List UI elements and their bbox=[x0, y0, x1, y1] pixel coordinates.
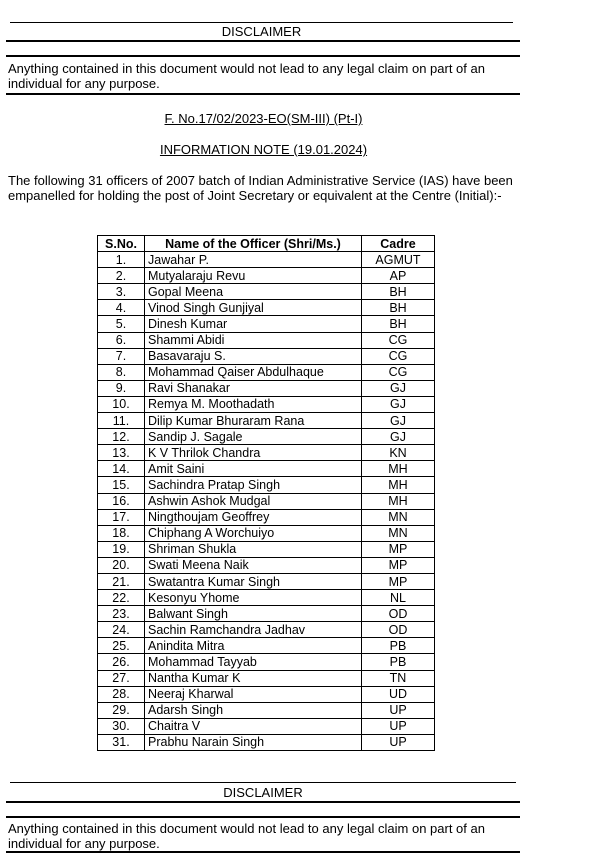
cell-cadre: MH bbox=[362, 461, 435, 477]
cell-name: Vinod Singh Gunjiyal bbox=[145, 300, 362, 316]
header-cadre: Cadre bbox=[362, 236, 435, 252]
cell-sno: 24. bbox=[98, 622, 145, 638]
cell-name: Ashwin Ashok Mudgal bbox=[145, 493, 362, 509]
cell-sno: 7. bbox=[98, 348, 145, 364]
cell-cadre: OD bbox=[362, 606, 435, 622]
cell-cadre: BH bbox=[362, 300, 435, 316]
table-row bbox=[98, 573, 435, 589]
cell-name: Gopal Meena bbox=[145, 284, 362, 300]
disclaimer-heading-bottom: DISCLAIMER bbox=[223, 785, 303, 800]
cell-cadre: AP bbox=[362, 268, 435, 284]
cell-cadre: GJ bbox=[362, 380, 435, 396]
cell-cadre: MN bbox=[362, 525, 435, 541]
cell-sno: 15. bbox=[98, 477, 145, 493]
cell-sno: 10. bbox=[98, 396, 145, 412]
cell-cadre: UP bbox=[362, 718, 435, 734]
cell-sno: 25. bbox=[98, 638, 145, 654]
cell-cadre: NL bbox=[362, 590, 435, 606]
table-row bbox=[98, 396, 435, 412]
cell-cadre: UD bbox=[362, 686, 435, 702]
cell-sno: 30. bbox=[98, 718, 145, 734]
cell-cadre: UP bbox=[362, 734, 435, 750]
cell-name: Shriman Shukla bbox=[145, 541, 362, 557]
table-row bbox=[98, 300, 435, 316]
cell-cadre: CG bbox=[362, 348, 435, 364]
cell-name: Amit Saini bbox=[145, 461, 362, 477]
cell-sno: 23. bbox=[98, 606, 145, 622]
cell-name: K V Thrilok Chandra bbox=[145, 445, 362, 461]
cell-name: Mohammad Tayyab bbox=[145, 654, 362, 670]
cell-cadre: AGMUT bbox=[362, 252, 435, 268]
cell-sno: 11. bbox=[98, 413, 145, 429]
header-name: Name of the Officer (Shri/Ms.) bbox=[145, 236, 362, 252]
table-row bbox=[98, 606, 435, 622]
cell-name: Ravi Shanakar bbox=[145, 380, 362, 396]
table-row bbox=[98, 364, 435, 380]
cell-name: Ningthoujam Geoffrey bbox=[145, 509, 362, 525]
information-note-title: INFORMATION NOTE (19.01.2024) bbox=[159, 142, 368, 157]
cell-sno: 20. bbox=[98, 557, 145, 573]
cell-cadre: GJ bbox=[362, 396, 435, 412]
divider bbox=[6, 93, 520, 95]
divider bbox=[6, 816, 520, 818]
cell-cadre: BH bbox=[362, 316, 435, 332]
table-row bbox=[98, 590, 435, 606]
disclaimer-text-top: Anything contained in this document would not lead to any legal claim on part of an individual for any purpose. bbox=[8, 61, 485, 91]
cell-sno: 8. bbox=[98, 364, 145, 380]
table-row bbox=[98, 429, 435, 445]
cell-cadre: UP bbox=[362, 702, 435, 718]
cell-sno: 4. bbox=[98, 300, 145, 316]
cell-sno: 3. bbox=[98, 284, 145, 300]
cell-cadre: TN bbox=[362, 670, 435, 686]
table-row bbox=[98, 413, 435, 429]
disclaimer-text-bottom: Anything contained in this document would not lead to any legal claim on part of an individual for any purpose. bbox=[8, 821, 485, 851]
cell-cadre: MP bbox=[362, 573, 435, 589]
cell-name: Nantha Kumar K bbox=[145, 670, 362, 686]
cell-name: Sandip J. Sagale bbox=[145, 429, 362, 445]
cell-name: Mohammad Qaiser Abdulhaque bbox=[145, 364, 362, 380]
cell-sno: 22. bbox=[98, 590, 145, 606]
cell-sno: 29. bbox=[98, 702, 145, 718]
cell-name: Shammi Abidi bbox=[145, 332, 362, 348]
divider bbox=[6, 40, 520, 42]
cell-name: Prabhu Narain Singh bbox=[145, 734, 362, 750]
divider bbox=[6, 851, 520, 853]
cell-name: Sachindra Pratap Singh bbox=[145, 477, 362, 493]
cell-name: Anindita Mitra bbox=[145, 638, 362, 654]
cell-sno: 17. bbox=[98, 509, 145, 525]
cell-name: Mutyalaraju Revu bbox=[145, 268, 362, 284]
divider bbox=[10, 782, 516, 783]
file-number: F. No.17/02/2023-EO(SM-III) (Pt-I) bbox=[164, 111, 363, 126]
cell-sno: 9. bbox=[98, 380, 145, 396]
cell-name: Dinesh Kumar bbox=[145, 316, 362, 332]
table-row bbox=[98, 638, 435, 654]
table-row bbox=[98, 702, 435, 718]
table-row bbox=[98, 348, 435, 364]
cell-cadre: GJ bbox=[362, 413, 435, 429]
table-row bbox=[98, 380, 435, 396]
cell-sno: 5. bbox=[98, 316, 145, 332]
divider bbox=[6, 801, 520, 803]
cell-sno: 26. bbox=[98, 654, 145, 670]
table-header-row bbox=[98, 236, 435, 252]
cell-cadre: MP bbox=[362, 557, 435, 573]
cell-sno: 1. bbox=[98, 252, 145, 268]
cell-sno: 27. bbox=[98, 670, 145, 686]
table-row bbox=[98, 509, 435, 525]
cell-name: Sachin Ramchandra Jadhav bbox=[145, 622, 362, 638]
table-row bbox=[98, 734, 435, 750]
cell-sno: 21. bbox=[98, 573, 145, 589]
divider bbox=[10, 22, 513, 23]
cell-name: Balwant Singh bbox=[145, 606, 362, 622]
cell-name: Remya M. Moothadath bbox=[145, 396, 362, 412]
table-row bbox=[98, 316, 435, 332]
table-row bbox=[98, 670, 435, 686]
table-row bbox=[98, 557, 435, 573]
cell-name: Dilip Kumar Bhuraram Rana bbox=[145, 413, 362, 429]
cell-cadre: GJ bbox=[362, 429, 435, 445]
disclaimer-heading-top: DISCLAIMER bbox=[221, 24, 302, 39]
table-row bbox=[98, 622, 435, 638]
table-row bbox=[98, 461, 435, 477]
table-row bbox=[98, 284, 435, 300]
cell-name: Kesonyu Yhome bbox=[145, 590, 362, 606]
cell-cadre: CG bbox=[362, 364, 435, 380]
table-row bbox=[98, 268, 435, 284]
table-row bbox=[98, 718, 435, 734]
cell-name: Jawahar P. bbox=[145, 252, 362, 268]
table-row bbox=[98, 654, 435, 670]
cell-cadre: PB bbox=[362, 638, 435, 654]
table-row bbox=[98, 445, 435, 461]
table-row bbox=[98, 252, 435, 268]
cell-cadre: MH bbox=[362, 477, 435, 493]
cell-cadre: KN bbox=[362, 445, 435, 461]
table-row bbox=[98, 332, 435, 348]
cell-name: Chaitra V bbox=[145, 718, 362, 734]
cell-name: Basavaraju S. bbox=[145, 348, 362, 364]
cell-cadre: MH bbox=[362, 493, 435, 509]
table-row bbox=[98, 541, 435, 557]
cell-sno: 6. bbox=[98, 332, 145, 348]
cell-cadre: BH bbox=[362, 284, 435, 300]
cell-name: Adarsh Singh bbox=[145, 702, 362, 718]
cell-sno: 14. bbox=[98, 461, 145, 477]
cell-sno: 28. bbox=[98, 686, 145, 702]
intro-paragraph: The following 31 officers of 2007 batch of Indian Administrative Service (IAS) have been empanelled for holding the post of Joint Secretary or equivalent at the Centre (Initial):- bbox=[8, 173, 513, 203]
table-row bbox=[98, 493, 435, 509]
cell-sno: 18. bbox=[98, 525, 145, 541]
cell-cadre: MN bbox=[362, 509, 435, 525]
table-row bbox=[98, 525, 435, 541]
divider bbox=[6, 55, 520, 57]
table-row bbox=[98, 477, 435, 493]
officers-table bbox=[97, 235, 435, 751]
cell-name: Chiphang A Worchuiyo bbox=[145, 525, 362, 541]
cell-name: Swati Meena Naik bbox=[145, 557, 362, 573]
cell-cadre: MP bbox=[362, 541, 435, 557]
table-row bbox=[98, 686, 435, 702]
cell-sno: 12. bbox=[98, 429, 145, 445]
header-sno: S.No. bbox=[98, 236, 145, 252]
cell-cadre: PB bbox=[362, 654, 435, 670]
cell-cadre: OD bbox=[362, 622, 435, 638]
cell-sno: 16. bbox=[98, 493, 145, 509]
cell-sno: 13. bbox=[98, 445, 145, 461]
cell-cadre: CG bbox=[362, 332, 435, 348]
cell-sno: 31. bbox=[98, 734, 145, 750]
cell-sno: 19. bbox=[98, 541, 145, 557]
cell-name: Swatantra Kumar Singh bbox=[145, 573, 362, 589]
cell-sno: 2. bbox=[98, 268, 145, 284]
cell-name: Neeraj Kharwal bbox=[145, 686, 362, 702]
